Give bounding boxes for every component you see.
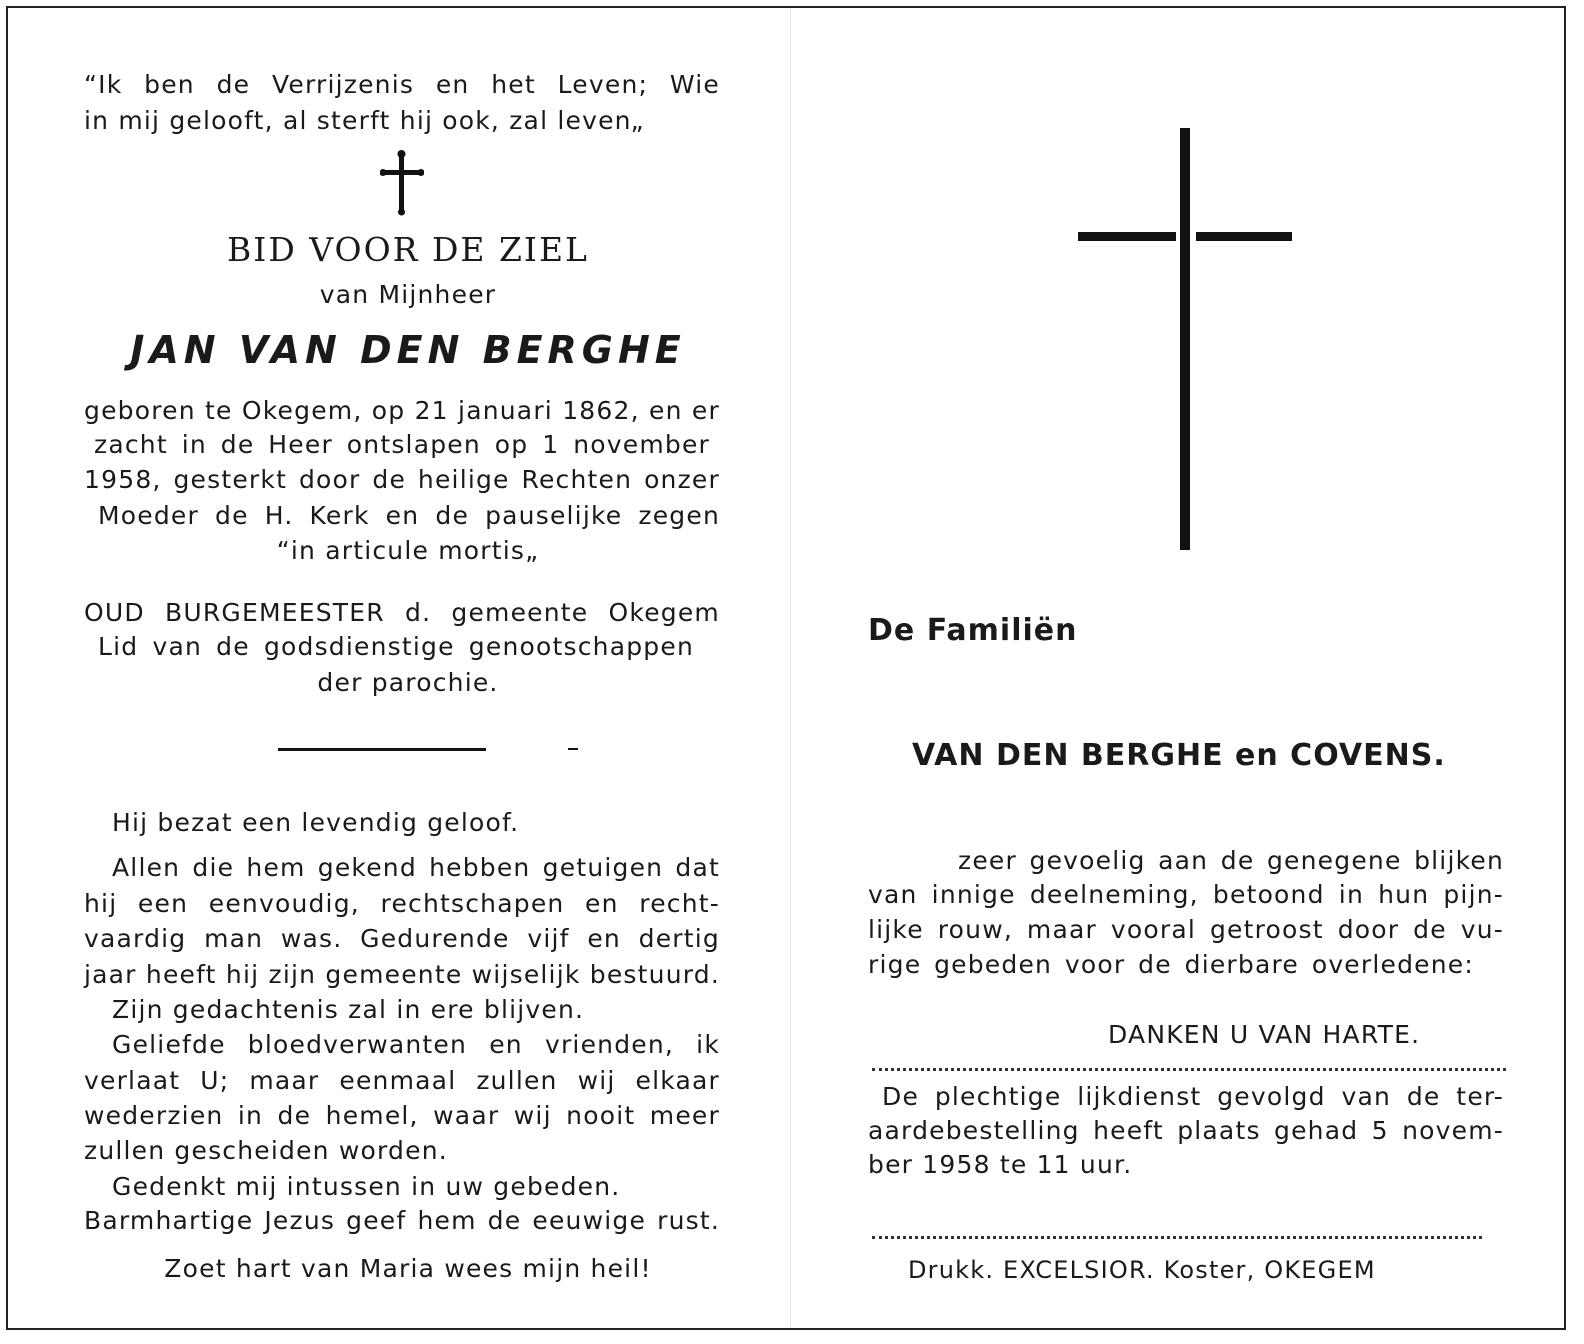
families-names: VAN DEN BERGHE en COVENS. [912,738,1446,773]
text-line: jaar heeft hij zijn gemeente wijselijk bestuurd. [84,960,720,989]
bio-line: “in articule mortis„ [276,536,540,565]
text-line: Geliefde bloedverwanten en vrienden, ik [112,1030,720,1059]
fold-line [790,8,791,1328]
subtitle: van Mijnheer [319,280,497,309]
role-line: der parochie. [317,668,499,697]
text-line: verlaat U; maar eenmaal zullen wij elkaar [84,1066,720,1095]
bio-line: geboren te Okegem, op 21 januari 1862, en er [84,396,720,425]
text-line: zullen gescheiden worden. [84,1136,448,1165]
left-panel [68,8,728,1328]
thanks-line: van innige deelneming, betoond in hun pijn- [868,880,1504,909]
service-line: De plechtige lijkdienst gevolgd van de ter- [882,1082,1504,1111]
quote-line-1: “Ik ben de Verrijzenis en het Leven; Wie [84,70,720,99]
text-line: vaardig man was. Gedurende vijf en dertig [84,924,720,953]
right-panel [868,8,1528,1328]
role-line: OUD BURGEMEESTER d. gemeente Okegem [84,598,720,627]
separator-mark [568,748,578,750]
thanks-line: lijke rouw, maar vooral getroost door de vu- [868,915,1504,944]
thanks-line: rige gebeden voor de dierbare overledene: [868,950,1474,979]
text-line: Zijn gedachtenis zal in ere blijven. [112,995,585,1024]
thanks-close: DANKEN U VAN HARTE. [1108,1020,1421,1049]
dotted-divider [872,1068,1506,1071]
text-line: Allen die hem gekend hebben getuigen dat [112,853,720,882]
text-line: hij een eenvoudig, rechtschapen en recht- [84,889,720,918]
text-line: Gedenkt mij intussen in uw gebeden. [112,1172,621,1201]
service-line: aardebestelling heeft plaats gehad 5 novem- [868,1116,1504,1145]
bio-line: 1958, gesterkt door de heilige Rechten onzer [84,465,720,494]
dotted-divider [872,1236,1482,1239]
deceased-name: JAN VAN DEN BERGHE [130,328,686,372]
large-cross-icon [1076,128,1296,554]
page-title: BID VOOR DE ZIEL [227,230,589,269]
quote-line-2: in mij gelooft, al sterft hij ook, zal leven„ [84,106,645,135]
bio-line: zacht in de Heer ontslapen op 1 november [94,430,710,459]
families-label: De Familiën [868,613,1078,648]
text-line: Barmhartige Jezus geef hem de eeuwige rust. [84,1206,720,1235]
bio-line: Moeder de H. Kerk en de pauselijke zegen [98,501,720,530]
small-cross-icon [380,150,424,216]
text-line: wederzien in de hemel, waar wij nooit meer [84,1101,720,1130]
role-line: Lid van de godsdienstige genootschappen [98,632,694,661]
printer-credit: Drukk. EXCELSIOR. Koster, OKEGEM [908,1256,1376,1284]
service-line: ber 1958 te 11 uur. [868,1150,1133,1179]
closing-prayer: Zoet hart van Maria wees mijn heil! [164,1254,652,1283]
text-line: Hij bezat een levendig geloof. [112,808,520,837]
thanks-line: zeer gevoelig aan de genegene blijken [958,846,1504,875]
memorial-card [6,6,1566,1330]
separator-rule [278,748,486,751]
